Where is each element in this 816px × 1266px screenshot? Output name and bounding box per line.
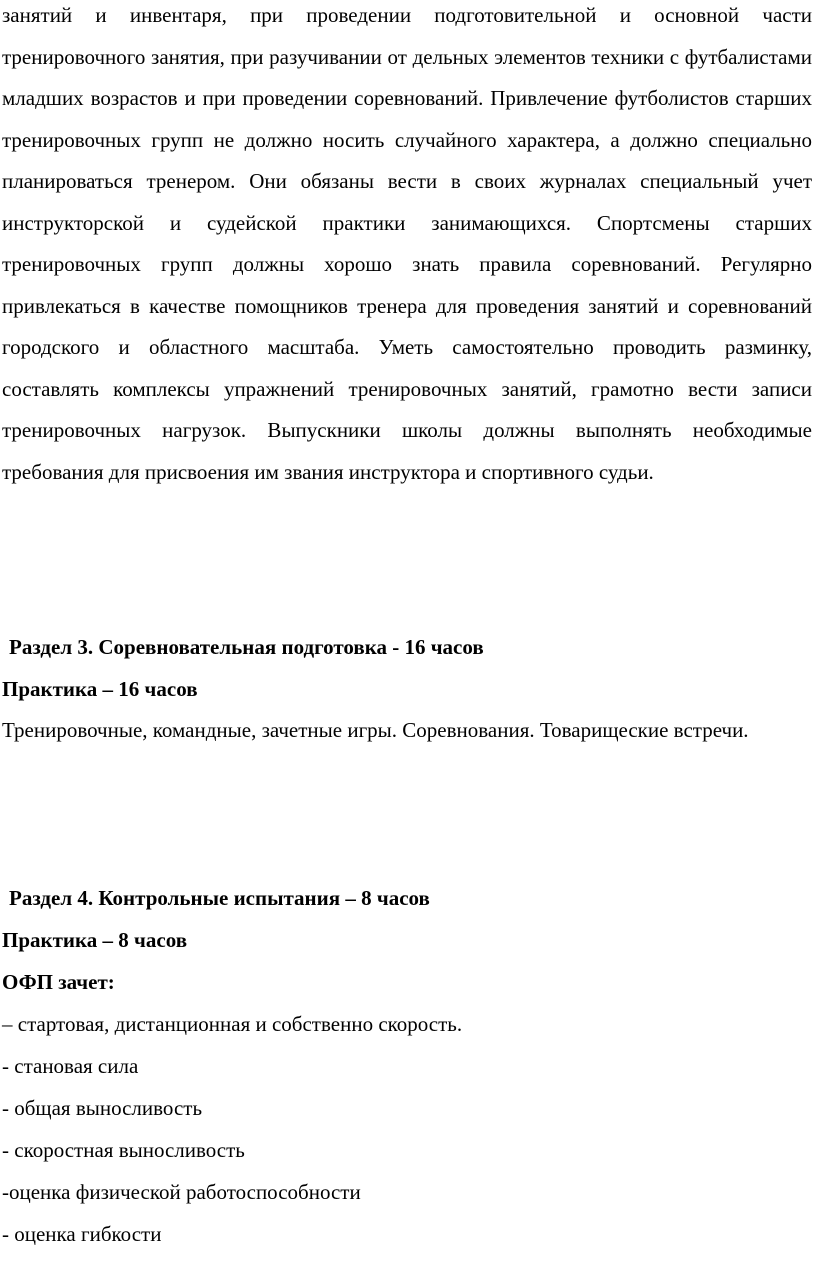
section-4-heading: Раздел 4. Контрольные испытания – 8 часов <box>9 886 430 910</box>
list-item: - становая сила <box>2 1054 139 1078</box>
body-paragraph-1: занятий и инвентаря, при проведении подготовительной и основной части тренировочного занятия, при разучивании от дельных элементов техники с футбалистами младших возрастов и при проведении соревнований. Привлечение футболистов старших тренировочных групп не должно носить случайного характера, а должно специально планироваться тренером. Они обязаны вести в своих журналах специальный учет инструкторской и судейской практики занимающихся. Спортсмены старших тренировочных групп должны хорошо знать правила соревнований. Регулярно привлекаться в качестве помощников тренера для проведения занятий и соревнований городского и областного масштаба. Уметь самостоятельно проводить разминку, составлять комплексы упражнений тренировочных занятий, грамотно вести записи тренировочных нагрузок. Выпускники школы должны выполнять необходимые требования для присвоения им звания инструктора и спортивного судьи. <box>2 3 812 484</box>
section-4-label: ОФП зачет: <box>2 970 115 994</box>
list-item: - общая выносливость <box>2 1096 203 1120</box>
list-item: - оценка гибкости <box>2 1222 162 1246</box>
section-3-heading: Раздел 3. Соревновательная подготовка - 16 часов <box>9 635 484 659</box>
list-item: -оценка физической работоспособности <box>2 1180 361 1204</box>
section-4-subheading: Практика – 8 часов <box>2 928 188 952</box>
section-3-subheading: Практика – 16 часов <box>2 677 198 701</box>
list-item: - скоростная выносливость <box>2 1138 245 1162</box>
section-3-text: Тренировочные, командные, зачетные игры. Соревнования. Товарищеские встречи. <box>2 718 749 742</box>
list-item: – стартовая, дистанционная и собственно скорость. <box>2 1012 463 1036</box>
